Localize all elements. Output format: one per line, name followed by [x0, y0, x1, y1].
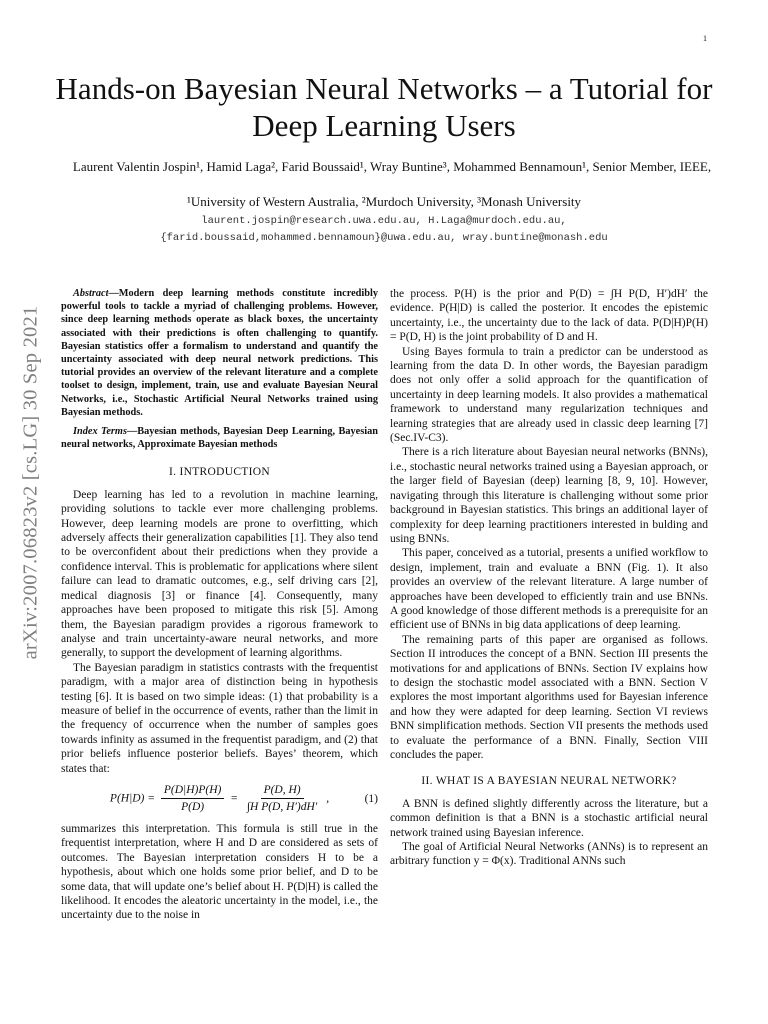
- arxiv-identifier-stamp: [19, 262, 42, 702]
- fraction: [244, 783, 320, 815]
- abstract: [61, 287, 378, 419]
- section-heading-introduction: I. INTRODUCTION: [169, 466, 270, 479]
- affiliations: ¹University of Western Australia, ²Murdoch University, ³Monash University: [186, 194, 582, 209]
- abstract-text: —Modern deep learning methods constitute incredibly powerful tools to tackle a myriad of challenging problems. However, since deep learning methods operate as black boxes, the uncertainty associated with their predictions is often challenging to quantify. Bayesian statistics offer a formalism to understand and quantify the uncertainty associated with deep neural network predictions. This tutorial provides an overview of the relevant literature and a complete toolset to design, implement, train, use and evaluate Bayesian Neural Networks, i.e., Stochastic Artificial Neural Networks trained using Bayesian methods.: [61, 288, 378, 418]
- arxiv-stamp-text: arXiv:2007.06823v2 [cs.LG] 30 Sep 2021: [19, 305, 42, 659]
- page-number: 1: [703, 34, 707, 43]
- email-list: [40, 213, 728, 247]
- paragraph: the process. P(H) is the prior and P(D) = ∫H P(D, H′)dH′ the evidence. P(H|D) is called the posterior. It encodes the epistemic uncertainty, i.e., the uncertainty due to the lack of data. P(D|H)P(H) = P(D, H) is the joint probability of D and H.: [390, 288, 708, 344]
- equation-body: [110, 783, 329, 815]
- paragraph: The goal of Artificial Neural Networks (ANNs) is to represent an arbitrary function y = Φ(x). Traditional ANNs such: [390, 841, 708, 868]
- right-column: [390, 287, 708, 869]
- index-terms-text: —Bayesian methods, Bayesian Deep Learning, Bayesian neural networks, Approximate Bayesian methods: [61, 426, 378, 451]
- fraction-denominator: P(D): [181, 801, 205, 814]
- paragraph: The remaining parts of this paper are organised as follows. Section II introduces the concept of a BNN. Section III presents the motivations for and applications of BNNs. Section IV explains how to design the stochastic model associated with a BNN. Section V explores the most important algorithms used for Bayesian inference and how they were adapted for deep learning. Section VI reviews BNN simplification methods. Section VII presents the methods used to evaluate the performance of a BNN. Finally, Section VIII concludes the paper.: [390, 633, 708, 761]
- paragraph: A BNN is defined slightly differently across the literature, but a common definition is that a BNN is a stochastic artificial neural network trained using Bayesian inference.: [390, 797, 708, 839]
- equation-equals: =: [230, 792, 238, 805]
- fraction-denominator: ∫H P(D, H′)dH′: [246, 801, 318, 814]
- left-column: [61, 287, 378, 923]
- index-terms: [61, 425, 378, 451]
- section-heading-bnn: II. WHAT IS A BAYESIAN NEURAL NETWORK?: [421, 775, 677, 788]
- fraction: [161, 783, 224, 815]
- paragraph: There is a rich literature about Bayesian neural networks (BNNs), i.e., stochastic neural networks trained using a Bayesian approach, or the larger field of Bayesian (deep) learning [8, 9, 10]. However, navigating through this literature is challenging without some prior background in Bayesian statistics. This brings an additional layer of complexity for deep learning practitioners interested in bulding and using BNNs.: [390, 446, 708, 545]
- equation-tail: ,: [326, 792, 330, 805]
- equation-number: (1): [364, 792, 378, 805]
- email-line: laurent.jospin@research.uwa.edu.au, H.Laga@murdoch.edu.au,: [201, 215, 567, 227]
- author-list: Laurent Valentin Jospin¹, Hamid Laga², Farid Boussaid¹, Wray Buntine³, Mohammed Bennamoun¹, Senior Member, IEEE,: [72, 159, 712, 174]
- bayes-equation: [61, 782, 378, 816]
- paragraph: Using Bayes formula to train a predictor can be understood as learning from the data D. In other words, the Bayesian paradigm does not only offer a solid approach for the quantification of uncertainty in deep learning models. It also provides a mathematical framework to understand many regularization techniques and learning strategies that are already used in classic deep learning [7] (Sec.IV-C3).: [390, 345, 708, 445]
- paper-title: Hands-on Bayesian Neural Networks – a Tutorial for Deep Learning Users: [55, 71, 713, 143]
- index-terms-label: Index Terms: [73, 426, 127, 438]
- fraction-numerator: P(D, H): [261, 783, 304, 799]
- abstract-label: Abstract: [73, 288, 109, 299]
- equation-lhs: P(H|D) =: [109, 792, 156, 805]
- fraction-numerator: P(D|H)P(H): [161, 783, 224, 799]
- email-line: {farid.boussaid,mohammed.bennamoun}@uwa.edu.au, wray.buntine@monash.edu: [160, 232, 608, 244]
- paragraph: Deep learning has led to a revolution in machine learning, providing solutions to tackle ever more challenging problems. However, deep learning models are prone to overfitting, which adversely affects their generalization capabilities [1]. They also tend to be overconfident about their predictions when they provide a confidence interval. This is problematic for applications where silent failure can lead to dramatic outcomes, e.g., self driving cars [2], medical diagnosis [3] or finance [4]. Consequently, many approaches have been proposed to mitigate this risk [5]. Among them, the Bayesian paradigm provides a rigorous framework to analyse and train uncertainty-aware neural networks, and more generally, to support the development of learning algorithms.: [61, 488, 378, 660]
- paragraph: This paper, conceived as a tutorial, presents a unified workflow to design, implement, train and evaluate a BNN (Fig. 1). It also provides an overview of the relevant literature. A large number of approaches have been developed to efficiently train and use BNNs. A good knowledge of those different methods is a prerequisite for an efficient use of BNNs in big data applications of deep learning.: [390, 547, 708, 632]
- paragraph: The Bayesian paradigm in statistics contrasts with the frequentist paradigm, with a major area of distinction being in hypothesis testing [6]. It is based on two simple ideas: (1) that probability is a measure of belief in the occurrence of events, rather than the limit in the frequency of occurrence when the number of samples goes towards infinity as assumed in the frequentist paradigm, and (2) that prior beliefs influence posterior beliefs. Bayes’ theorem, which states that:: [61, 661, 378, 775]
- paragraph: summarizes this interpretation. This formula is still true in the frequentist interpretation, where H and D are considered as sets of outcomes. The Bayesian interpretation considers H to be a hypothesis, about which one holds some prior belief, and D to be some data, that will update one’s belief about H. P(D|H) is called the likelihood. It encodes the aleatoric uncertainty in the model, i.e., the uncertainty due to the noise in: [61, 822, 378, 922]
